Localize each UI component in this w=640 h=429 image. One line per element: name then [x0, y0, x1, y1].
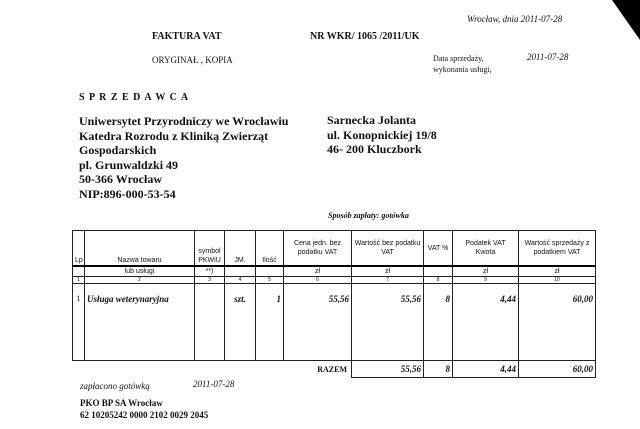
invoice-title: FAKTURA VAT [152, 31, 222, 42]
col-number: 7 [352, 277, 424, 284]
paid-date: 2011-07-28 [193, 379, 235, 389]
seller-line: pl. Grunwaldzki 49 [79, 157, 179, 172]
copy-label: ORYGINAŁ , KOPIA [152, 55, 233, 65]
bank-name: PKO BP SA Wrocław [80, 398, 163, 408]
cell-gross-value: 60,00 [519, 284, 596, 361]
col-number: 8 [424, 277, 453, 284]
table-units-row [73, 266, 596, 277]
seller-line: NIP:896-000-53-54 [79, 186, 176, 201]
total-row [73, 361, 596, 378]
col-number: 6 [284, 277, 352, 284]
total-net-value: 55,56 [352, 361, 424, 378]
currency: zł [453, 266, 519, 277]
col-vat-rate: VAT % [424, 231, 453, 267]
cell-vat-rate: 8 [424, 284, 453, 361]
seller-heading: S P R Z E D A W C A [79, 92, 190, 103]
seller-line: Uniwersytet Przyrodniczy we Wrocławiu [79, 114, 289, 128]
col-number: 10 [519, 277, 596, 284]
total-gross-value: 60,00 [519, 361, 596, 378]
buyer-line: 46- 200 Kluczbork [327, 142, 422, 156]
total-vat-amount: 4,44 [453, 361, 519, 378]
invoice-number: NR WKR/ 1065 /2011/UK [310, 31, 420, 42]
buyer-address [327, 113, 437, 157]
currency: zł [352, 266, 424, 277]
table-header-row [73, 231, 596, 267]
payment-method: Sposób zapłaty: gotówka [328, 211, 409, 220]
buyer-line: Sarnecka Jolanta [327, 113, 417, 127]
col-number: 1 [73, 277, 85, 284]
cell-net-price: 55,56 [284, 284, 352, 361]
col-number: 3 [195, 277, 225, 284]
currency: zł [284, 266, 352, 277]
total-vat-rate: 8 [424, 361, 453, 378]
seller-address [79, 114, 288, 201]
page-corner-shadow [612, 0, 640, 40]
seller-line: Katedra Rozrodu z Kliniką Zwierząt [79, 128, 269, 143]
sale-date-label: Data sprzedaży, wykonania usługi, [433, 54, 492, 74]
col-unit: JM. [225, 231, 256, 267]
col-net-price: Cena jedn. bez podatku VAT [284, 231, 352, 267]
invoice-table [72, 230, 596, 378]
paid-label: zapłacono gotówką [80, 381, 150, 391]
seller-line: Gospodarskich [79, 143, 157, 157]
place-date: Wrocław, dnia 2011-07-28 [467, 14, 563, 24]
col-vat-amount: Podatek VAT Kwota [453, 231, 519, 267]
col-lp: Lp [73, 231, 85, 267]
col-number: 4 [225, 277, 256, 284]
col-name-sub: lub usługi [85, 266, 195, 277]
bank-account: 62 10205242 0000 2102 0029 2045 [80, 410, 209, 420]
sale-date: 2011-07-28 [527, 52, 569, 62]
col-name: Nazwa towaru [85, 231, 195, 267]
col-number: 9 [453, 277, 519, 284]
col-symbol-sub: **) [195, 266, 225, 277]
col-symbol: symbol PKWiU [195, 231, 225, 267]
cell-lp: 1 [73, 284, 85, 361]
col-number: 5 [256, 277, 284, 284]
cell-qty: 1 [256, 284, 284, 361]
cell-symbol [195, 284, 225, 361]
seller-line: 50-366 Wrocław [79, 172, 162, 186]
table-number-row [73, 277, 596, 284]
currency: zł [519, 266, 596, 277]
total-label: RAZEM [317, 364, 347, 374]
col-net-value: Wartość bez podatku VAT [352, 231, 424, 267]
cell-name: Usługa weterynaryjna [85, 284, 195, 361]
cell-vat-amount: 4,44 [453, 284, 519, 361]
cell-unit: szt. [225, 284, 256, 361]
table-row [73, 284, 596, 361]
cell-net-value: 55,56 [352, 284, 424, 361]
col-gross-value: Wartość sprzedaży z podatkiem VAT [519, 231, 596, 267]
col-number: 2 [85, 277, 195, 284]
buyer-line: ul. Konopnickiej 19/8 [327, 127, 437, 142]
col-qty: Ilość [256, 231, 284, 267]
